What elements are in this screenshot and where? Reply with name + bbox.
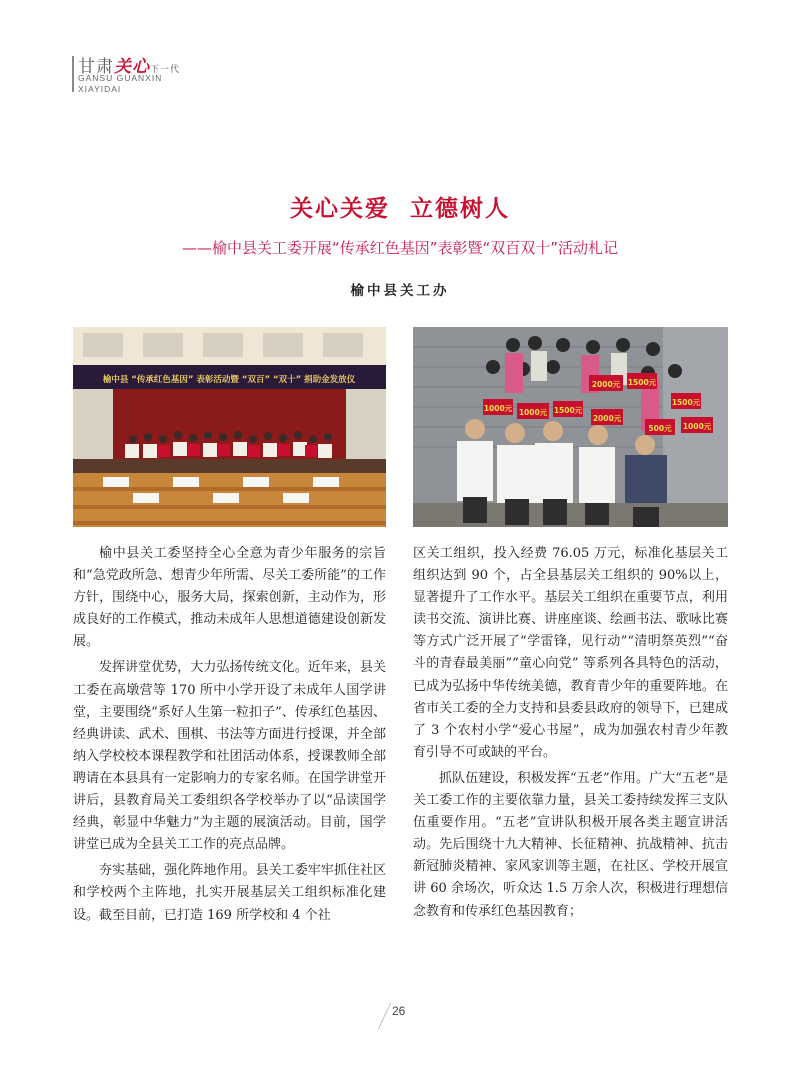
photo-sign-8: 1000元 xyxy=(682,422,712,431)
photo-sign-4: 1500元 xyxy=(553,406,583,415)
photo-banner-text: 榆中县 “传承红色基因” 表彰活动暨 “双百” “双十” 捐助金发放仪 xyxy=(102,375,356,385)
page-number: 26 xyxy=(392,1004,406,1018)
logo-cn-a: 甘肃 xyxy=(78,57,114,77)
body-paragraph: 榆中县关工委坚持全心全意为青少年服务的宗旨和“急党政所急、想青少年所需、尽关工委所能”的工作方针，围绕中心，服务大局，探索创新，主动作为，形成良好的工作模式，推动未成年人思想道德建设创新发展。 xyxy=(73,546,386,650)
footer-divider xyxy=(378,1003,391,1029)
body-column-left xyxy=(73,543,386,931)
photo-sign-3: 1000元 xyxy=(518,408,548,417)
logo-cn-c: 下一代 xyxy=(150,65,181,75)
logo-en-line-1: GANSU GUANXIN xyxy=(78,73,163,83)
logo-cn-b: 关心 xyxy=(114,57,150,77)
body-paragraph: 夯实基础，强化阵地作用。县关工委牢牢抓住社区和学校两个主阵地，扎实开展基层关工组织标准化建设。截至目前，已打造 169 所学校和 4 个社 xyxy=(73,863,386,923)
article-author: 榆中县关工办 xyxy=(350,283,450,299)
photo-sign-0: 1000元 xyxy=(483,404,513,413)
body-column-right xyxy=(413,543,728,927)
magazine-logo xyxy=(72,50,222,100)
article-title: 关心关爱 立德树人 xyxy=(289,195,510,222)
photo-sign-2: 1500元 xyxy=(627,378,657,387)
photo-sign-5: 2000元 xyxy=(592,414,622,423)
body-paragraph: 抓队伍建设，积极发挥“五老”作用。广大“五老”是关工委工作的主要依靠力量，县关工委持续发挥三支队伍重要作用。“五老”宣讲队积极开展各类主题宣讲活动。先后围绕十九大精神、长征精神、抗战精神、抗击新冠肺炎精神、家风家训等主题，在社区、学校开展宣讲 60 余场次，听众达 1.5 万余人次，积极进行理想信念教育和传承红色基因教育； xyxy=(413,770,728,919)
photo-sign-1: 2000元 xyxy=(591,380,621,389)
article-subtitle: ——榆中县关工委开展“传承红色基因”表彰暨“双百双十”活动札记 xyxy=(181,239,619,257)
logo-divider xyxy=(72,56,74,92)
photo-ceremony-hall xyxy=(73,327,386,527)
photo-sign-6: 1500元 xyxy=(671,398,701,407)
body-paragraph: 区关工组织，投入经费 76.05 万元，标准化基层关工组织达到 90 个，占全县基层关工组织的 90%以上，显著提升了工作水平。基层关工组织在重要节点，利用读书交流、演讲比赛、讲座座谈、绘画书法、歌咏比赛等方式广泛开展了“学雷锋，见行动”“清明祭英烈”“奋斗的青春最美丽”“童心向党” 等系列各具特色的活动，已成为弘扬中华传统美德，教育青少年的重要阵地。在省市关工委的全力支持和县委县政府的领导下，已建成了 3 个农村小学“爱心书屋”，成为加强农村青少年教育引导不可或缺的平台。 xyxy=(413,546,728,760)
logo-en-line-2: XIAYIDAI xyxy=(78,84,122,94)
photo-donation-group xyxy=(413,327,728,527)
body-paragraph: 发挥讲堂优势，大力弘扬传统文化。近年来，县关工委在高墩营等 170 所中小学开设了未成年人国学讲堂，主要围绕“系好人生第一粒扣子”、传承红色基因、经典讲读、武术、围棋、书法等方面进行授课，并全部纳入学校校本课程教学和社团活动体系，授课教师全部聘请在本县具有一定影响力的专家名师。在国学讲堂开讲后，县教育局关工委组织各学校举办了以“品读国学经典，彰显中华魅力”为主题的展演活动。目前，国学讲堂已成为全县关工工作的亮点品牌。 xyxy=(73,660,386,853)
photo-sign-7: 500元 xyxy=(648,424,672,433)
